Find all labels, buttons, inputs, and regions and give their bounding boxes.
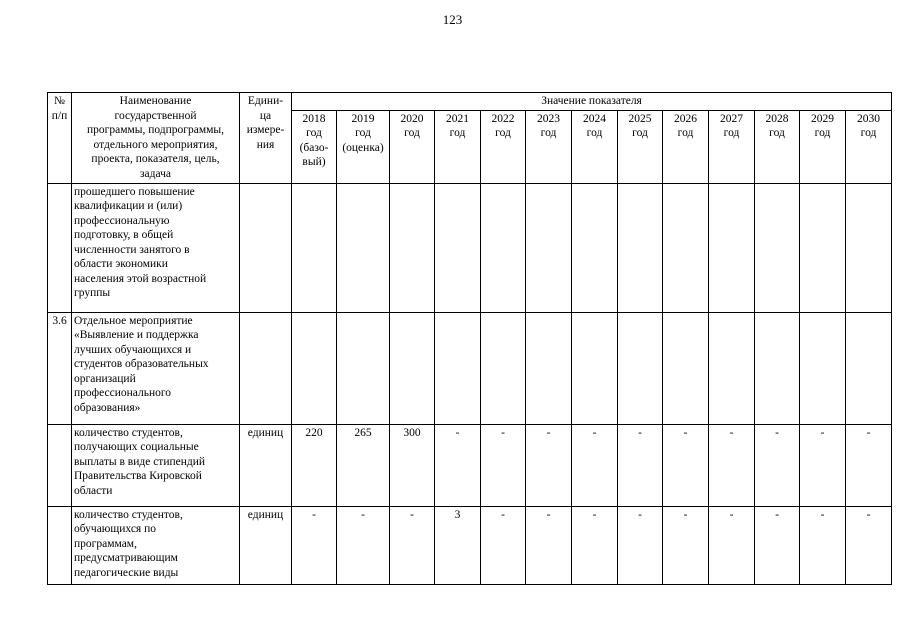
row-name: количество студентов, получающих социальные выплаты в виде стипендий Правительства Кировской области — [72, 424, 240, 506]
row-value: - — [800, 424, 846, 506]
row-value — [663, 183, 709, 312]
row-value: - — [572, 506, 618, 584]
row-value: - — [663, 506, 709, 584]
row-value — [755, 183, 800, 312]
row-value — [292, 312, 337, 424]
row-value: - — [846, 506, 892, 584]
row-value — [663, 312, 709, 424]
header-year: 2030 год — [846, 110, 892, 183]
table-row — [48, 506, 892, 584]
row-value — [800, 183, 846, 312]
header-year: 2023 год — [526, 110, 572, 183]
row-value — [572, 183, 618, 312]
row-value: - — [292, 506, 337, 584]
row-value — [618, 183, 663, 312]
header-year: 2019 год (оценка) — [337, 110, 390, 183]
row-value — [526, 183, 572, 312]
row-number — [48, 183, 72, 312]
row-value: - — [800, 506, 846, 584]
row-unit: единиц — [240, 506, 292, 584]
row-value: - — [618, 506, 663, 584]
table-row — [48, 312, 892, 424]
row-value: 220 — [292, 424, 337, 506]
row-value: 3 — [435, 506, 481, 584]
row-value: - — [390, 506, 435, 584]
row-value — [755, 312, 800, 424]
row-value: - — [526, 424, 572, 506]
row-value — [846, 312, 892, 424]
indicators-table — [47, 92, 892, 585]
header-year: 2028 год — [755, 110, 800, 183]
row-value — [481, 183, 526, 312]
row-value: - — [663, 424, 709, 506]
row-name: прошедшего повышение квалификации и (или) профессиональную подготовку, в общей численности занятого в области экономики населения этой возрастной группы — [72, 183, 240, 312]
header-year: 2024 год — [572, 110, 618, 183]
row-value — [435, 312, 481, 424]
row-value: - — [709, 506, 755, 584]
row-value: - — [526, 506, 572, 584]
header-year: 2029 год — [800, 110, 846, 183]
row-value — [709, 312, 755, 424]
header-year: 2020 год — [390, 110, 435, 183]
table-row — [48, 424, 892, 506]
table-row — [48, 183, 892, 312]
row-value: 265 — [337, 424, 390, 506]
row-number — [48, 506, 72, 584]
row-value — [709, 183, 755, 312]
row-value — [337, 183, 390, 312]
row-value: - — [709, 424, 755, 506]
header-year: 2021 год — [435, 110, 481, 183]
header-name: Наименование государственной программы, подпрограммы, отдельного мероприятия, проекта, показателя, цель, задача — [72, 93, 240, 184]
row-value — [337, 312, 390, 424]
row-unit — [240, 312, 292, 424]
row-value — [800, 312, 846, 424]
header-values-group: Значение показателя — [292, 93, 892, 111]
row-name: Отдельное мероприятие «Выявление и поддержка лучших обучающихся и студентов образовательных организаций профессионального образования» — [72, 312, 240, 424]
row-value — [618, 312, 663, 424]
row-value — [846, 183, 892, 312]
page-number: 123 — [442, 12, 463, 27]
row-value — [526, 312, 572, 424]
row-number: 3.6 — [48, 312, 72, 424]
row-value: - — [618, 424, 663, 506]
header-year: 2018 год (базо- вый) — [292, 110, 337, 183]
header-unit: Едини- ца измере- ния — [240, 93, 292, 184]
row-value — [390, 312, 435, 424]
row-value — [435, 183, 481, 312]
row-unit: единиц — [240, 424, 292, 506]
row-value: - — [481, 506, 526, 584]
row-value — [572, 312, 618, 424]
row-number — [48, 424, 72, 506]
row-value: 300 — [390, 424, 435, 506]
row-value: - — [572, 424, 618, 506]
header-year: 2025 год — [618, 110, 663, 183]
row-value: - — [755, 506, 800, 584]
row-value — [481, 312, 526, 424]
header-row-top — [48, 93, 892, 111]
header-year: 2026 год — [663, 110, 709, 183]
header-year: 2027 год — [709, 110, 755, 183]
header-num: № п/п — [48, 93, 72, 184]
row-value: - — [435, 424, 481, 506]
row-value: - — [846, 424, 892, 506]
row-unit — [240, 183, 292, 312]
row-value: - — [755, 424, 800, 506]
row-value: - — [481, 424, 526, 506]
row-value: - — [337, 506, 390, 584]
row-value — [390, 183, 435, 312]
row-name: количество студентов, обучающихся по программам, предусматривающим педагогические виды — [72, 506, 240, 584]
row-value — [292, 183, 337, 312]
header-year: 2022 год — [481, 110, 526, 183]
